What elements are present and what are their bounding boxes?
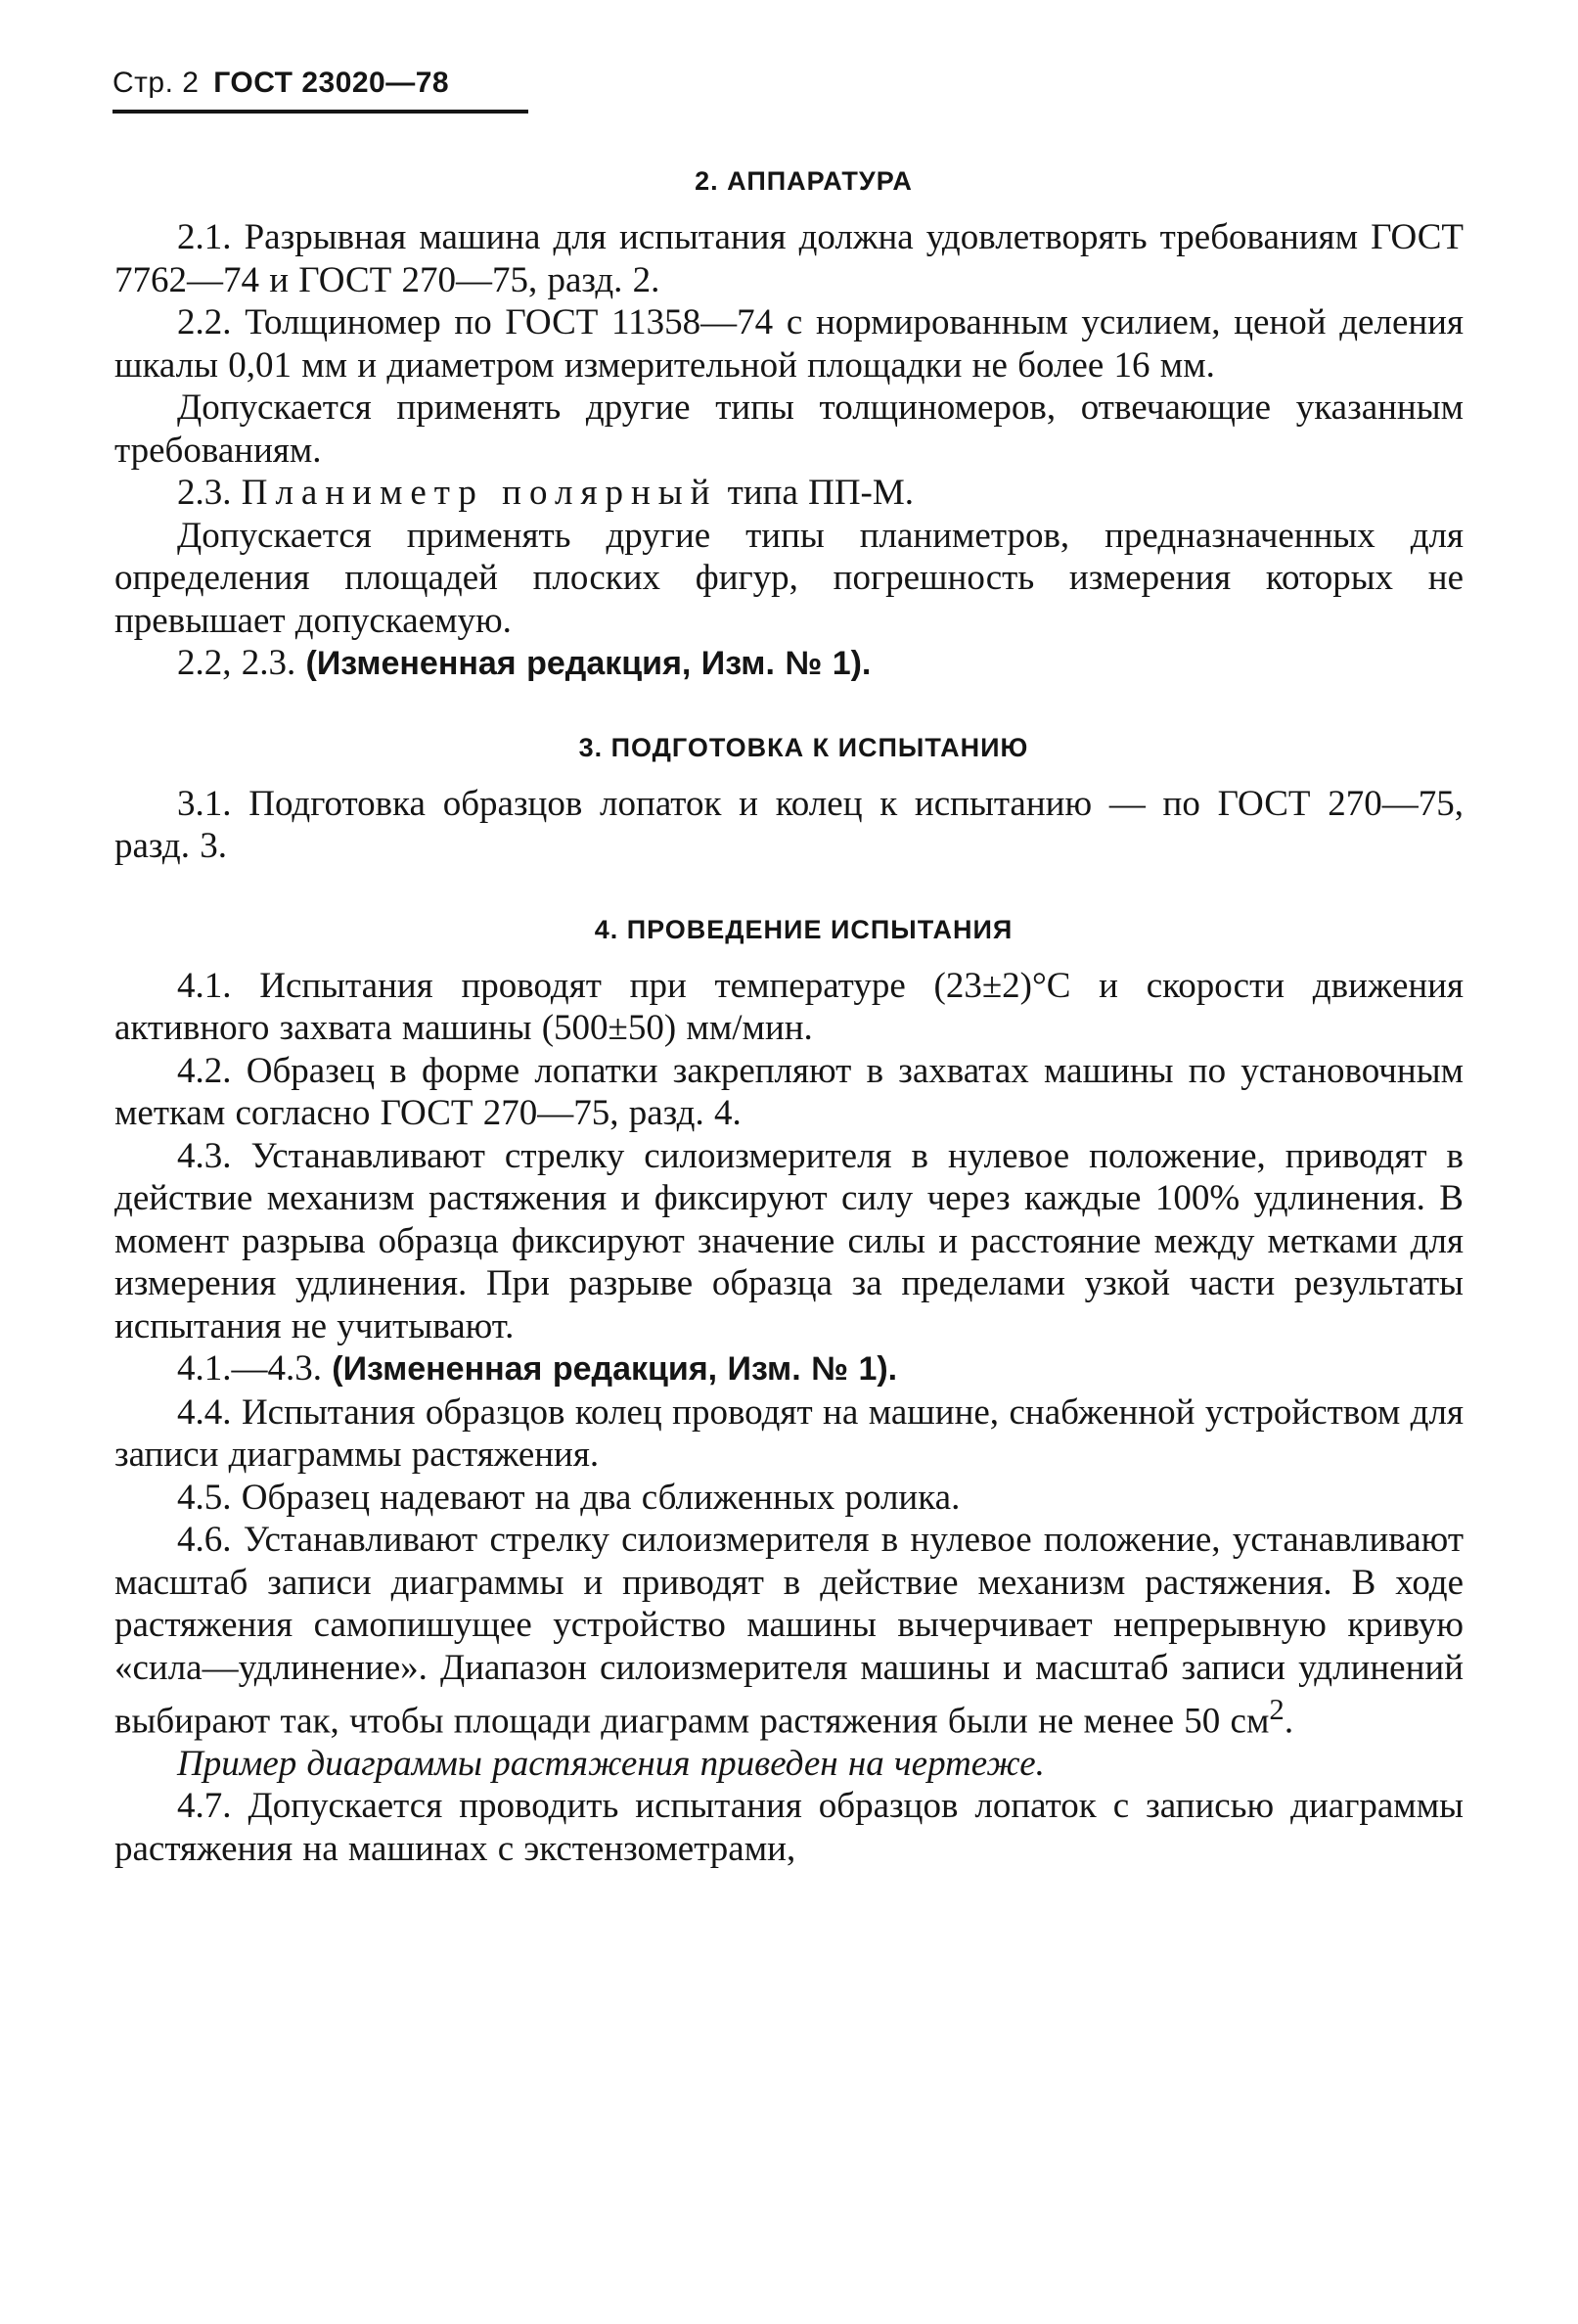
paragraph [114, 472, 1464, 515]
section-title-procedure: 4. ПРОВЕДЕНИЕ ИСПЫТАНИЯ [594, 914, 1014, 944]
clause-number: 4.1.—4.3. [177, 1348, 333, 1389]
amendment-text: (Измененная редакция, Изм. № 1). [332, 1350, 898, 1388]
paragraph: 2.2. Толщиномер по ГОСТ 11358—74 с нормированным усилием, ценой деления шкалы 0,01 мм и диаметром измерительной площадки не более 16 мм. [114, 302, 1464, 386]
header-rule [113, 110, 528, 114]
superscript: 2 [1269, 1693, 1285, 1726]
figure-reference [114, 1743, 1464, 1786]
paragraph: 4.5. Образец надевают на два сближенных ролика. [177, 1477, 961, 1518]
paragraph [114, 1519, 1464, 1743]
document-body [114, 166, 1464, 1870]
clause-end: . [1284, 1701, 1294, 1742]
paragraph: 4.3. Устанавливают стрелку силоизмерителя в нулевое положение, приводят в действие механизм растяжения и фиксируют силу через каждые 100% удлинения. В момент разрыва образца фиксируют значение силы и расстояние между метками для измерения удлинения. При разрыве образца за пределами узкой части результаты испытания не учитывают. [114, 1135, 1464, 1346]
paragraph: Допускается применять другие типы планиметров, предназначенных для определения площадей плоских фигур, погрешность измерения которых не превышает допускаемую. [114, 515, 1464, 641]
paragraph: 4.7. Допускается проводить испытания образцов лопаток с записью диаграммы растяжения на машинах с экстензометрами, [114, 1786, 1464, 1869]
clause-text: типа ПП-М. [717, 473, 915, 513]
paragraph: 2.1. Разрывная машина для испытания должна удовлетворять требованиям ГОСТ 7762—74 и ГОСТ 270—75, разд. 2. [114, 217, 1464, 300]
page-label: Стр. 2 [113, 67, 200, 99]
amendment-note [114, 1347, 1464, 1391]
standard-number: ГОСТ 23020—78 [213, 67, 450, 99]
paragraph: 3.1. Подготовка образцов лопаток и колец к испытанию — по ГОСТ 270—75, разд. 3. [114, 783, 1464, 866]
paragraph: 4.2. Образец в форме лопатки закрепляют в захватах машины по установочным меткам согласно ГОСТ 270—75, разд. 4. [114, 1050, 1464, 1133]
amendment-note [114, 642, 1464, 686]
paragraph: 4.1. Испытания проводят при температуре (23±2)°С и скорости движения активного захвата машины (500±50) мм/мин. [114, 965, 1464, 1048]
section-title-preparation: 3. ПОДГОТОВКА К ИСПЫТАНИЮ [578, 732, 1029, 762]
clause-text: 4.6. Устанавливают стрелку силоизмерителя в нулевое положение, устанавливают масштаб записи диаграммы и приводят в действие механизм растяжения. В ходе растяжения самопишущее устройство машины вычерчивает непрерывную кривую «сила—удлинение». Диапазон силоизмерителя машины и масштаб записи удлинений выбирают так, чтобы площади диаграмм растяжения были не менее 50 см [114, 1520, 1464, 1742]
running-head [113, 67, 449, 100]
spaced-term: Планиметр полярный [241, 473, 718, 513]
paragraph: 4.4. Испытания образцов колец проводят на машине, снабженной устройством для записи диаграммы растяжения. [114, 1391, 1464, 1475]
paragraph: Допускается применять другие типы толщиномеров, отвечающие указанным требованиям. [114, 387, 1464, 471]
section-title-apparatus: 2. АППАРАТУРА [695, 166, 913, 196]
clause-number: 2.2, 2.3. [177, 643, 306, 683]
italic-text: Пример диаграммы растяжения приведен на чертеже. [177, 1743, 1045, 1784]
amendment-text: (Измененная редакция, Изм. № 1). [305, 645, 872, 682]
clause-number: 2.3. [177, 473, 242, 513]
